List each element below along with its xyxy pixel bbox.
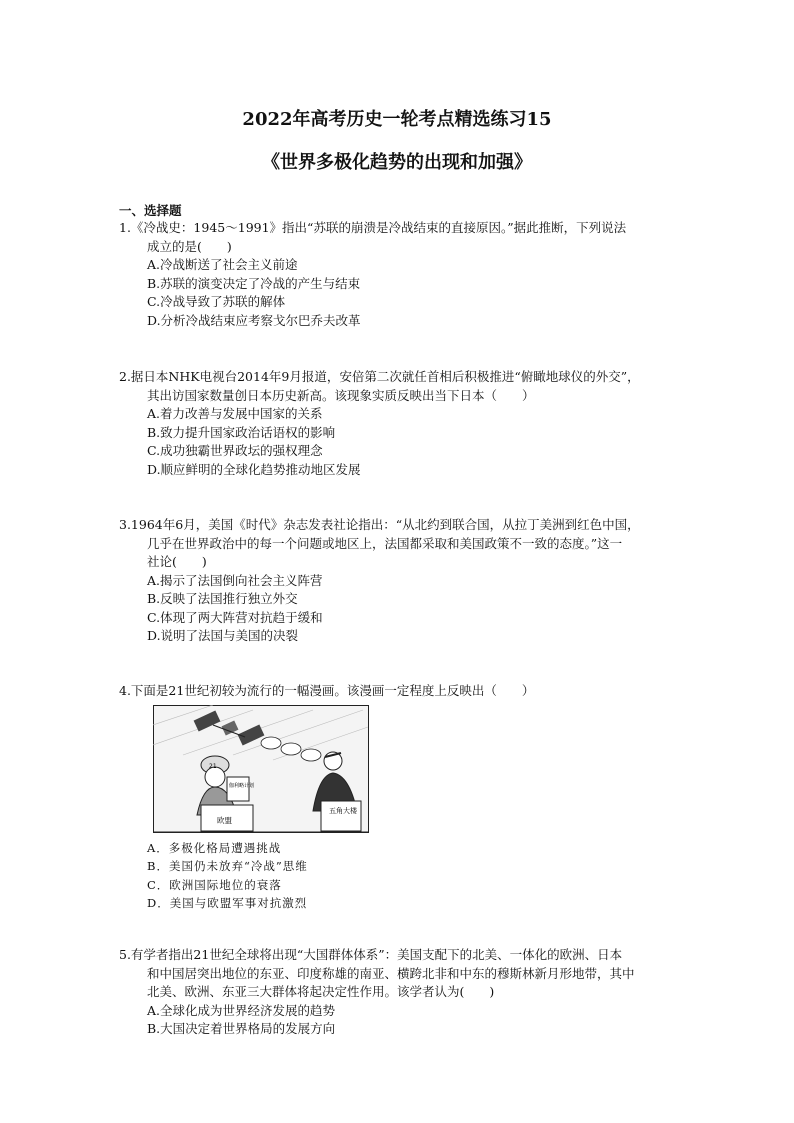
option-a: A.着力改善与发展中国家的关系 [147,406,323,421]
document-title: 2022年高考历史一轮考点精选练习15 [242,109,552,130]
question-2 [119,368,699,479]
question-3 [119,516,699,646]
document-subtitle: 《世界多极化趋势的出现和加强》 [262,152,532,173]
option-d: D．美国与欧盟军事对抗激烈 [147,896,308,910]
question-stem: 4.下面是21世纪初较为流行的一幅漫画。该漫画一定程度上反映出（ ） [119,683,535,698]
hat-label: 21 [209,762,217,770]
question-stem: 5.有学者指出21世纪全球将出现“大国群体体系”：美国支配下的北美、一体化的欧洲、日本 [119,947,623,962]
option-c: C.体现了两大阵营对抗趋于缓和 [147,609,323,625]
option-c: C．欧洲国际地位的衰落 [147,877,282,892]
question-stem: 1.《冷战史：1945～1991》指出“苏联的崩溃是冷战结束的直接原因。”据此推断，下列说法 [119,220,627,235]
sign-label: 伽利略计划 [229,782,255,789]
question-stem-continued: 和中国居突出地位的东亚、印度称雄的南亚、横跨北非和中东的穆斯林新月形地带，其中 [147,965,635,981]
section-heading: 一、选择题 [119,203,182,218]
option-b: B.大国决定着世界格局的发展方向 [147,1021,336,1036]
option-b: B.反映了法国推行独立外交 [147,591,298,606]
option-a: A.冷战断送了社会主义前途 [147,257,298,272]
option-c: C.成功独霸世界政坛的强权理念 [147,443,323,458]
option-c: C.冷战导致了苏联的解体 [147,294,286,309]
question-1 [119,219,699,330]
question-stem: 3.1964年6月，美国《时代》杂志发表社论指出：“从北约到联合国，从拉丁美洲到红色中国， [119,517,640,532]
option-d: D.顺应鲜明的全球化趋势推动地区发展 [147,461,361,477]
question-stem-continued: 社论( ) [147,554,207,569]
question-stem-continued: 成立的是( ) [147,238,232,254]
cartoon-image [153,705,369,833]
question-5 [119,946,699,1039]
option-b: B.致力提升国家政治话语权的影响 [147,424,336,440]
question-stem-continued: 几乎在世界政治中的每一个问题或地区上，法国都采取和美国政策不一致的态度。”这一 [147,535,623,551]
option-a: A.揭示了法国倒向社会主义阵营 [147,572,323,588]
option-a: A.全球化成为世界经济发展的趋势 [147,1002,336,1018]
option-b: B．美国仍未放弃“冷战”思维 [147,859,308,873]
question-stem-continued: 其出访国家数量创日本历史新高。该现象实质反映出当下日本（ ） [147,387,535,403]
question-stem: 2.据日本NHK电视台2014年9月报道，安倍第二次就任首相后积极推进“俯瞰地球仪的外交”， [119,369,640,384]
option-d: D.说明了法国与美国的决裂 [147,628,299,643]
eu-box-label: 欧盟 [217,815,232,825]
question-4 [119,682,699,913]
pentagon-box-label: 五角大楼 [329,806,357,815]
option-a: A．多极化格局遭遇挑战 [147,840,282,855]
option-b: B.苏联的演变决定了冷战的产生与结束 [147,275,361,291]
question-stem-continued: 北美、欧洲、东亚三大群体将起决定性作用。该学者认为( ) [147,984,495,999]
option-d: D.分析冷战结束应考察戈尔巴乔夫改革 [147,312,361,328]
